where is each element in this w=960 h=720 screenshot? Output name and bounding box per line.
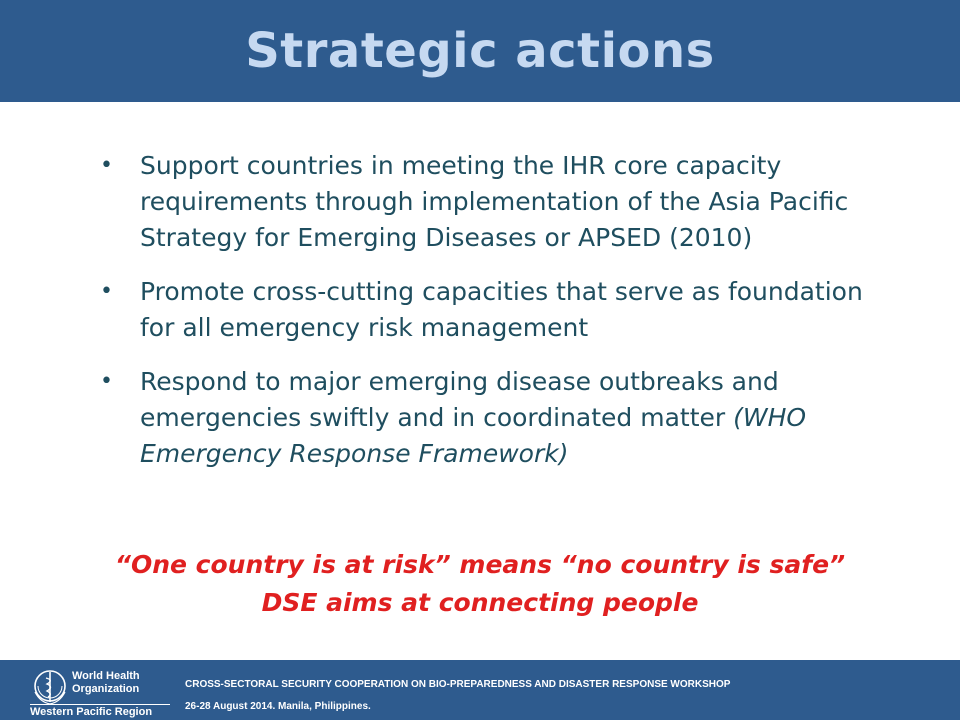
bullet-text: Respond to major emerging disease outbreaks and emergencies swiftly and in coordinated matter [140,367,779,432]
bullet-marker: • [100,369,113,394]
bullet-item [100,148,890,256]
logo-name [72,670,140,696]
bullet-italic-reference: (WHO Emergency Response Framework) [140,403,807,468]
logo-name-line2: Organization [72,683,140,695]
who-emblem-icon [30,668,70,708]
workshop-title: CROSS-SECTORAL SECURITY COOPERATION ON BIO-PREPAREDNESS AND DISASTER RESPONSE WORKSHOP [185,679,731,690]
bullet-list [100,148,890,490]
bullet-marker: • [100,153,113,178]
who-logo [30,666,153,718]
bullet-item [100,364,890,472]
slide-title: Strategic actions [245,23,715,79]
bullet-text: Promote cross-cutting capacities that serve as foundation for all emergency risk management [140,277,863,342]
workshop-date: 26-28 August 2014. Manila, Philippines. [185,701,371,712]
bullet-text: Support countries in meeting the IHR core capacity requirements through implementation of the Asia Pacific Strategy for Emerging Diseases or APSED (2010) [140,151,849,252]
logo-region: Western Pacific Region [30,704,170,718]
footer-text [185,674,730,718]
quote-line-2: DSE aims at connecting people [261,588,699,617]
quote-line-1: “One country is at risk” means “no country is safe” [114,550,846,579]
highlight-quote [0,546,960,622]
bullet-marker: • [100,279,113,304]
bullet-item [100,274,890,346]
logo-name-line1: World Health [72,670,140,682]
